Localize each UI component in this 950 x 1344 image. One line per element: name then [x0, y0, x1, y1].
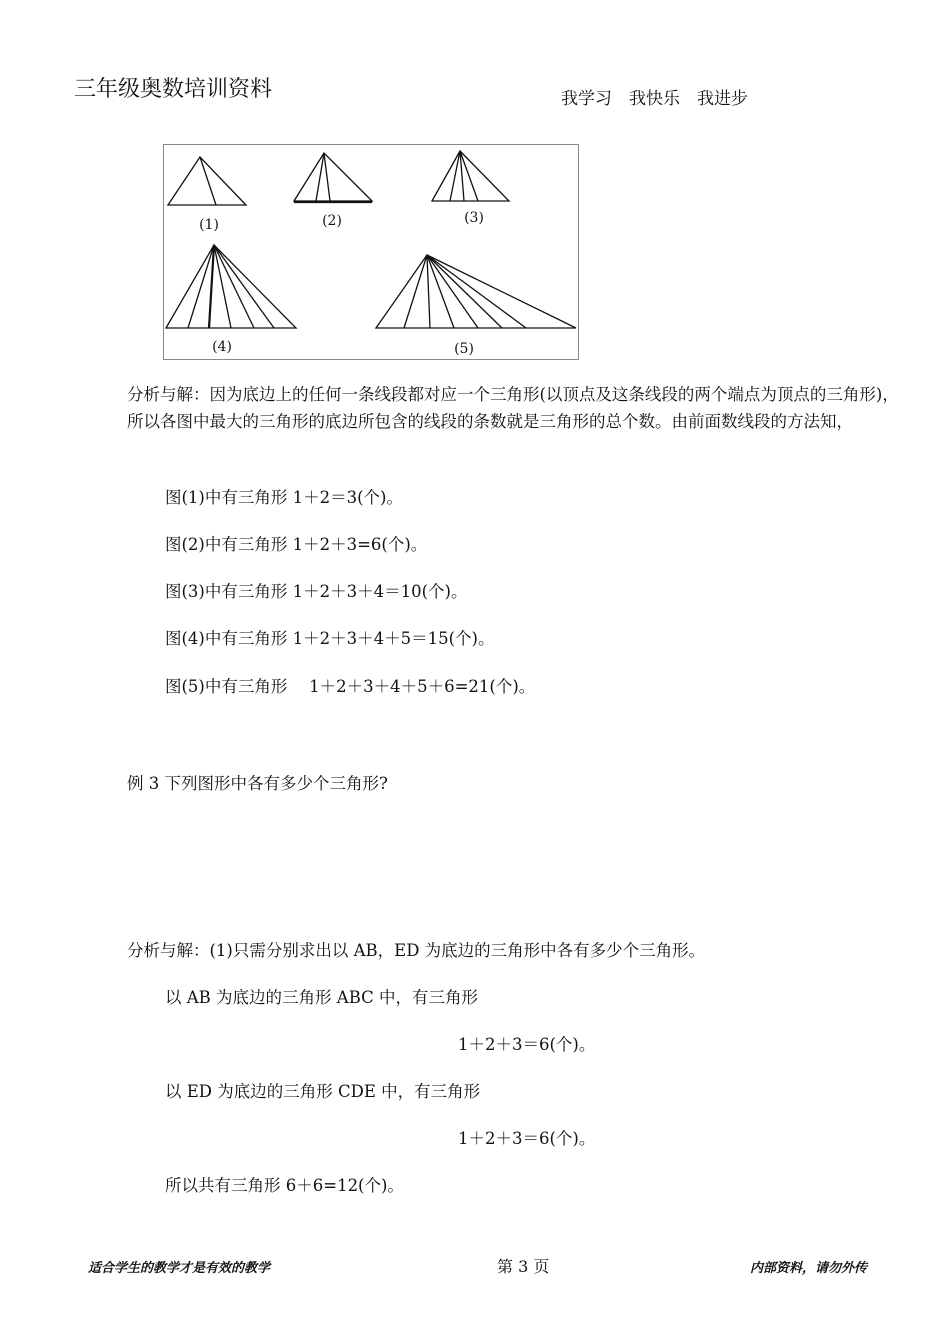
result-line-1: 图(1)中有三角形 1＋2＝3(个)。 [165, 488, 403, 507]
result-line-4: 图(4)中有三角形 1＋2＋3＋4＋5＝15(个)。 [165, 629, 495, 648]
figure-2-label: (2) [322, 213, 342, 229]
figure-1-triangle [168, 157, 246, 205]
figure-3-triangle [432, 151, 509, 201]
analysis-2-conclusion: 所以共有三角形 6＋6=12(个)。 [165, 1176, 404, 1195]
page-number: 第 3 页 [497, 1257, 550, 1276]
figure-1-label: (1) [199, 217, 219, 233]
triangle-figures [163, 144, 579, 360]
figure-4-label: (4) [212, 339, 232, 355]
analysis-2-formula-1: 1＋2＋3＝6(个)。 [458, 1035, 596, 1054]
figure-4-triangle [166, 245, 296, 328]
figure-5-label: (5) [454, 341, 474, 357]
analysis-2-line-2: 以 ED 为底边的三角形 CDE 中，有三角形 [165, 1082, 481, 1101]
figure-2-triangle [294, 153, 372, 202]
figure-3-label: (3) [464, 210, 484, 226]
result-line-5: 图(5)中有三角形 1＋2＋3＋4＋5＋6=21(个)。 [165, 677, 536, 696]
result-line-2: 图(2)中有三角形 1＋2＋3=6(个)。 [165, 535, 428, 554]
footer-slogan: 适合学生的教学才是有效的教学 [88, 1261, 271, 1276]
header-motto: 我学习 我快乐 我进步 [561, 89, 748, 109]
example-3-question: 例 3 下列图形中各有多少个三角形? [127, 774, 388, 793]
analysis-2-line-1: 以 AB 为底边的三角形 ABC 中，有三角形 [165, 988, 478, 1007]
figure-5-triangle [376, 255, 576, 328]
result-line-3: 图(3)中有三角形 1＋2＋3＋4＝10(个)。 [165, 582, 468, 601]
analysis-paragraph: 分析与解：因为底边上的任何一条线段都对应一个三角形(以顶点及这条线段的两个端点为顶点的三角形)，所以各图中最大的三角形的底边所包含的线段的条数就是三角形的总个数。由前面数线段的方法知， [127, 385, 899, 431]
document-title: 三年级奥数培训资料 [74, 77, 273, 102]
analysis-2-formula-2: 1＋2＋3＝6(个)。 [458, 1129, 596, 1148]
triangle-figures-drawing [164, 145, 580, 361]
analysis-2-intro: 分析与解：(1)只需分别求出以 AB，ED 为底边的三角形中各有多少个三角形。 [127, 941, 706, 960]
footer-notice: 内部资料，请勿外传 [750, 1261, 868, 1276]
